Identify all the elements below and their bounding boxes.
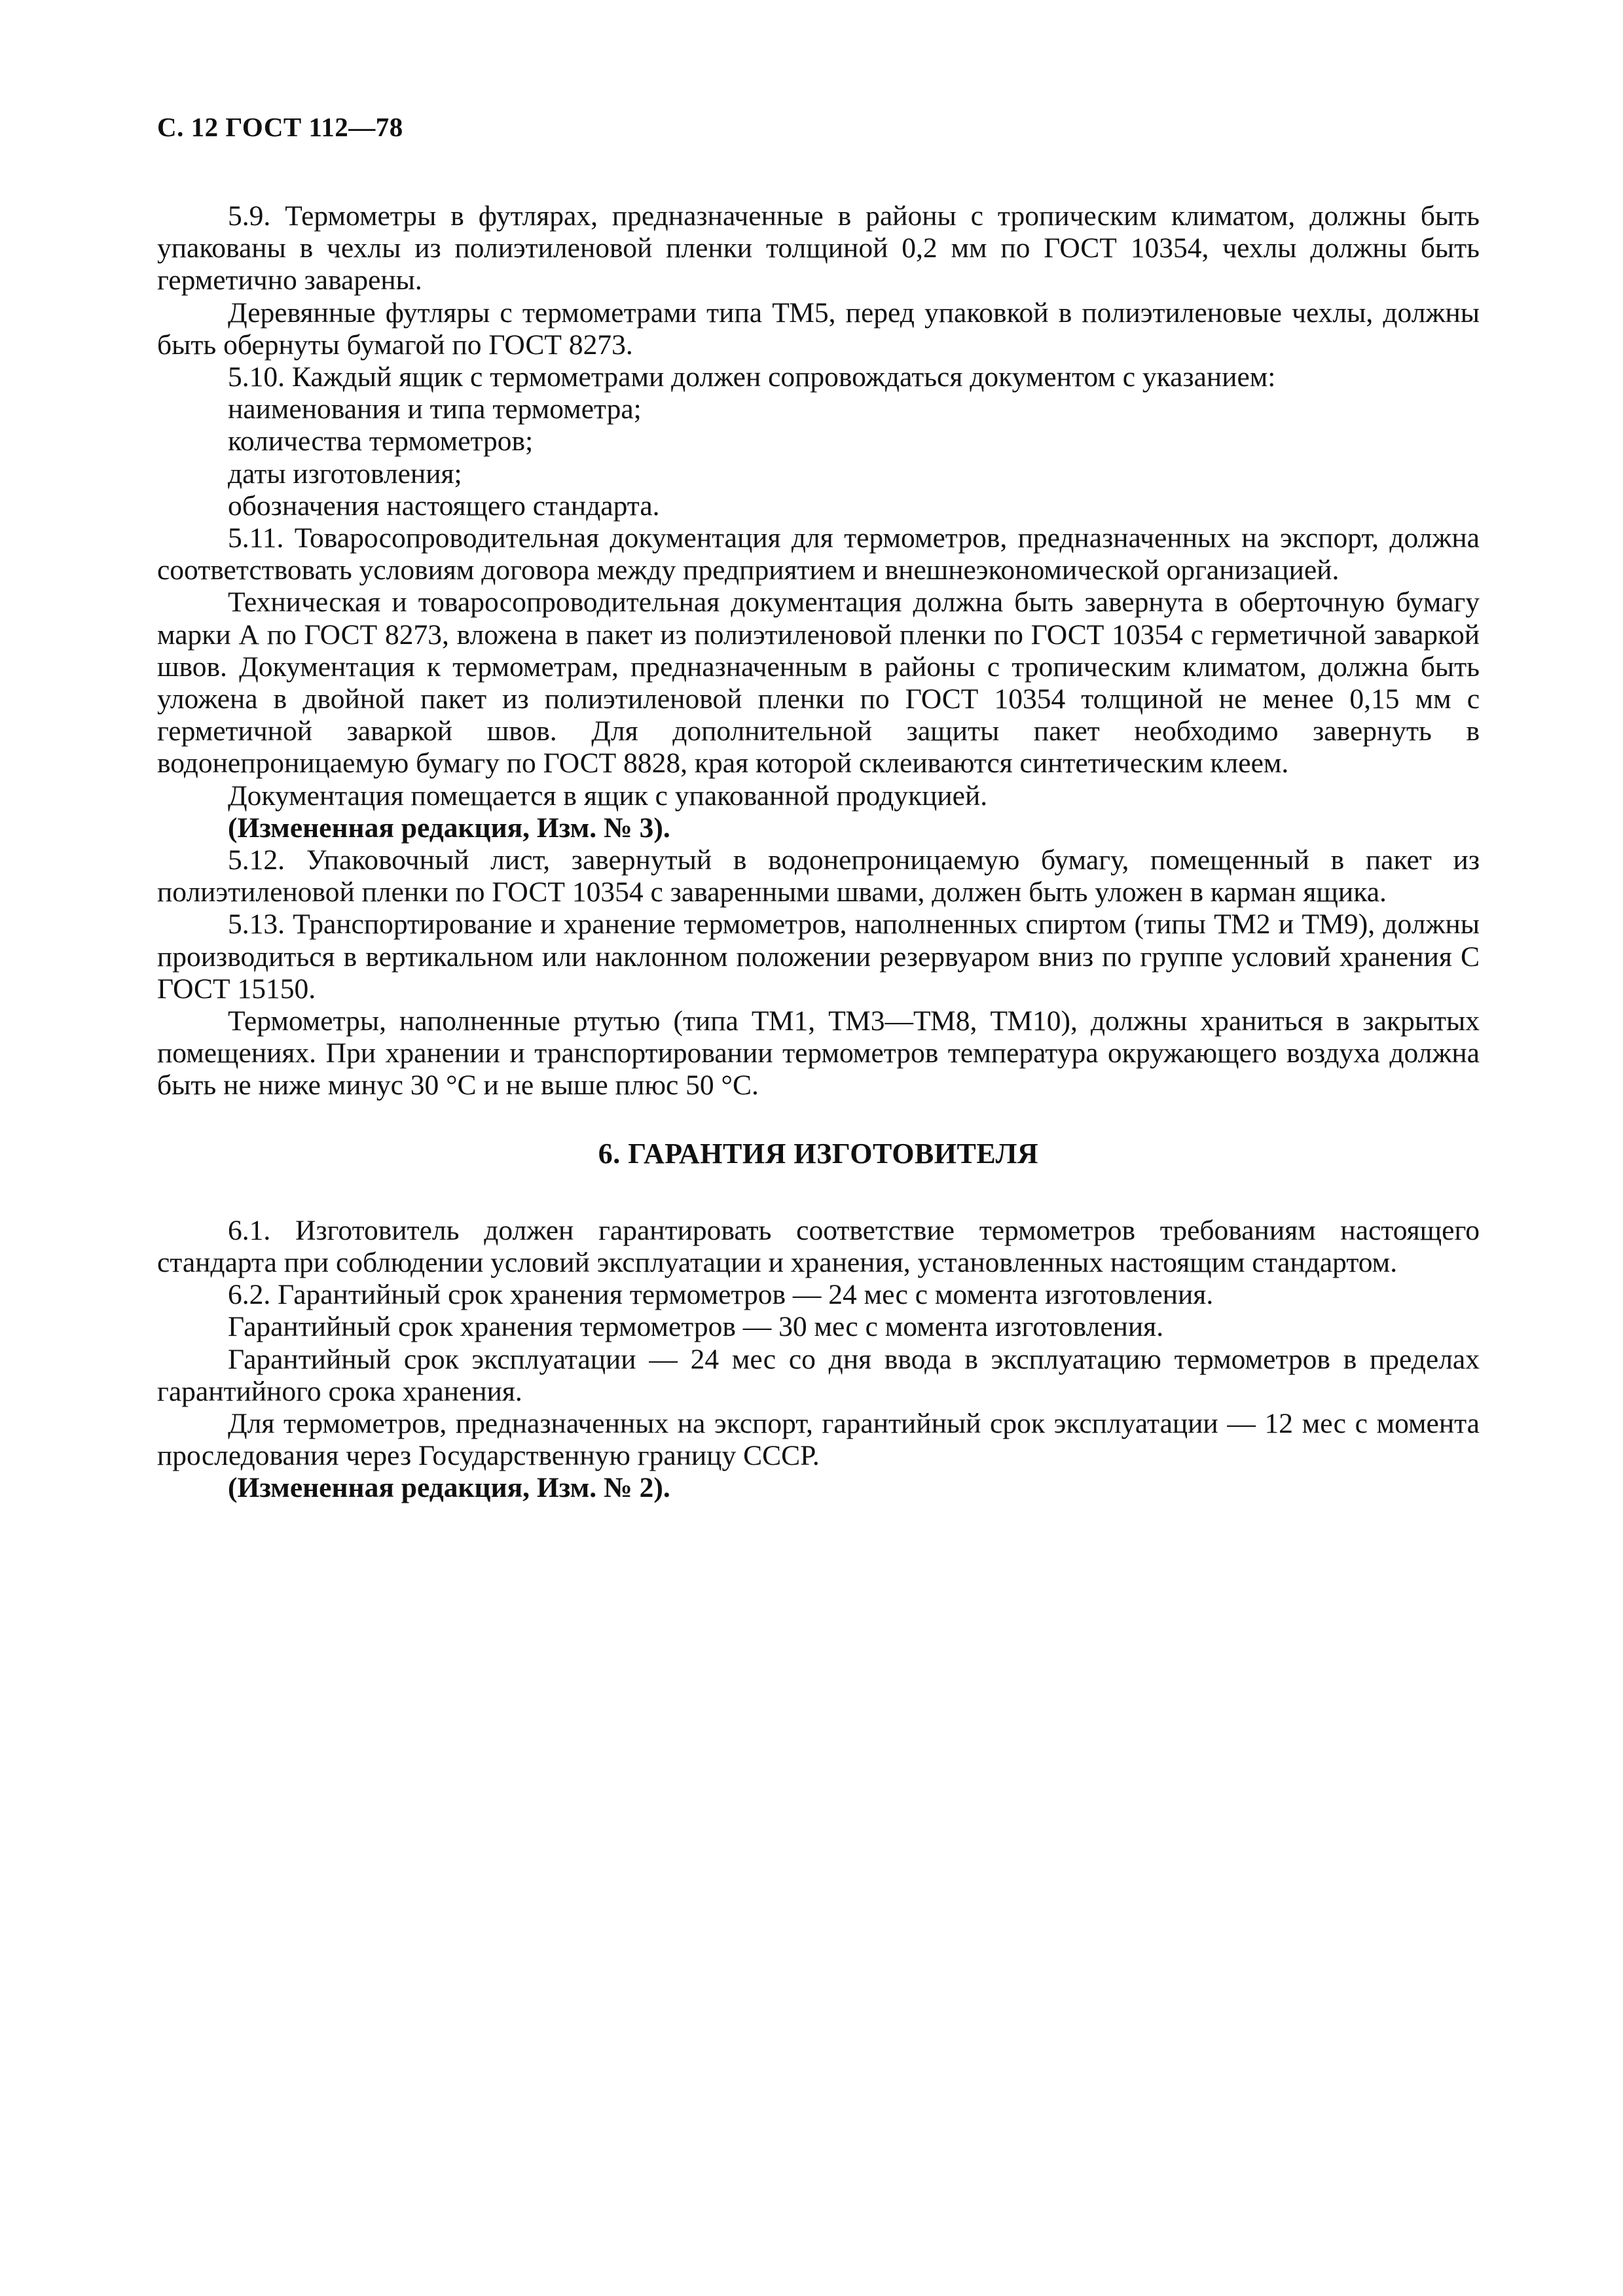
paragraph-5-13-mercury: Термометры, наполненные ртутью (типа ТМ1, ТМ3—ТМ8, ТМ10), должны храниться в закрытых помещениях. При хранении и транспортировании термометров температура окружающего воздуха должна быть не ниже минус 30 °С и не выше плюс 50 °С. [157, 1005, 1480, 1102]
amendment-note-3: (Измененная редакция, Изм. № 3). [228, 812, 670, 844]
paragraph-5-11-box: Документация помещается в ящик с упакованной продукцией. [228, 780, 988, 812]
paragraph-6-2-export: Для термометров, предназначенных на экспорт, гарантийный срок эксплуатации — 12 мес с момента проследования через Государственную границу СССР. [157, 1407, 1480, 1472]
paragraph-5-9-wooden-cases: Деревянные футляры с термометрами типа ТМ5, перед упаковкой в полиэтиленовые чехлы, должны быть обернуты бумагой по ГОСТ 8273. [157, 296, 1480, 361]
paragraph-5-9: 5.9. Термометры в футлярах, предназначенные в районы с тропическим климатом, должны быть упакованы в чехлы из полиэтиленовой пленки толщиной 0,2 мм по ГОСТ 10354, чехлы должны быть герметично заварены. [157, 200, 1480, 296]
section-6-body [157, 1215, 1480, 1505]
paragraph-5-13: 5.13. Транспортирование и хранение термометров, наполненных спиртом (типы ТМ2 и ТМ9), должны производиться в вертикальном или наклонном положении резервуаром вниз по группе условий хранения С ГОСТ 15150. [157, 908, 1480, 1005]
section-6-title: 6. ГАРАНТИЯ ИЗГОТОВИТЕЛЯ [598, 1137, 1039, 1170]
list-item-date: даты изготовления; [228, 457, 462, 490]
paragraph-5-12: 5.12. Упаковочный лист, завернутый в водонепроницаемую бумагу, помещенный в пакет из полиэтиленовой пленки по ГОСТ 10354 с заваренными швами, должен быть уложен в карман ящика. [157, 844, 1480, 908]
paragraph-6-1: 6.1. Изготовитель должен гарантировать соответствие термометров требованиям настоящего стандарта при соблюдении условий эксплуатации и хранения, установленных настоящим стандартом. [157, 1214, 1480, 1278]
amendment-note-2: (Измененная редакция, Изм. № 2). [228, 1472, 670, 1504]
paragraph-6-2-operation: Гарантийный срок эксплуатации — 24 мес со дня ввода в эксплуатацию термометров в пределах гарантийного срока хранения. [157, 1343, 1480, 1407]
paragraph-6-2-storage: Гарантийный срок хранения термометров — 30 мес с момента изготовления. [228, 1311, 1164, 1343]
paragraph-5-10: 5.10. Каждый ящик с термометрами должен сопровождаться документом с указанием: [228, 361, 1276, 393]
paragraph-5-11-documentation: Техническая и товаросопроводительная документация должна быть завернута в оберточную бумагу марки А по ГОСТ 8273, вложена в пакет из полиэтиленовой пленки по ГОСТ 10354 с герметичной заваркой швов. Документация к термометрам, предназначенным в районы с тропическим климатом, должна быть уложена в двойной пакет из полиэтиленовой пленки по ГОСТ 10354 толщиной не менее 0,15 мм с герметичной заваркой швов. Для дополнительной защиты пакет необходимо завернуть в водонепроницаемую бумагу по ГОСТ 8828, края которой склеиваются синтетическим клеем. [157, 586, 1480, 780]
list-item-designation: обозначения настоящего стандарта. [228, 490, 660, 522]
list-item-quantity: количества термометров; [228, 425, 534, 457]
paragraph-6-2: 6.2. Гарантийный срок хранения термометров — 24 мес с момента изготовления. [228, 1279, 1214, 1311]
document-page [157, 111, 1480, 1505]
section-5-body [157, 200, 1480, 1102]
list-item-name-type: наименования и типа термометра; [228, 393, 642, 425]
page-header: С. 12 ГОСТ 112—78 [157, 112, 403, 142]
paragraph-5-11: 5.11. Товаросопроводительная документация для термометров, предназначенных на экспорт, должна соответствовать условиям договора между предприятием и внешнеэкономической организацией. [157, 522, 1480, 586]
